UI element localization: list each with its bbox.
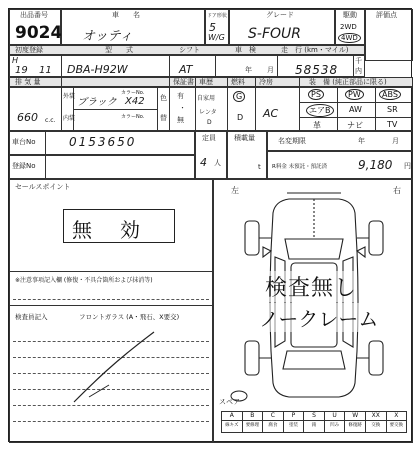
doors-value: 5: [209, 21, 216, 34]
equip-ps: PS: [308, 89, 324, 100]
mileage-label: 走 行 (km・マイル): [281, 46, 349, 54]
exterior-color: ブラック: [77, 97, 117, 108]
lot-number-box: [9, 9, 61, 45]
stamp-no-claim: ノークレーム: [259, 303, 378, 332]
legend-name: 要交換: [386, 421, 407, 432]
ac-label: 冷房: [259, 78, 273, 86]
legend-code: B: [242, 412, 263, 420]
right-side-label: 右: [393, 186, 401, 195]
inspection-label: 車 検: [235, 46, 256, 54]
capacity-unit: 人: [214, 159, 221, 167]
displacement-label: 排 気 量: [15, 78, 41, 86]
equip-navi: ナビ: [347, 121, 363, 130]
windshield-label: フロントガラス (A・飛石、X要交): [79, 313, 180, 321]
drive-box: [335, 9, 365, 45]
history-label: 車歴: [199, 78, 213, 86]
doors-box: [205, 9, 229, 45]
displacement-value: 660: [17, 111, 38, 124]
legend-name: 腐食: [262, 421, 283, 432]
spare-label: スペア: [219, 398, 240, 406]
transfer-label: 名変期限: [278, 137, 306, 145]
warranty-yes: 有: [177, 92, 184, 100]
fuel-diesel: D: [237, 113, 244, 122]
equip-sr: SR: [387, 105, 398, 114]
color-no-label: カラーNo.: [121, 90, 145, 96]
legend-name: 要修理: [242, 421, 263, 432]
unit-thousand: 千: [355, 57, 362, 65]
drive-label: 駆動: [343, 11, 357, 19]
chassis-label: 車台No: [12, 138, 36, 146]
car-name-box: [61, 9, 205, 45]
year-value: 19: [15, 65, 28, 76]
type-label: 型 式: [105, 46, 133, 54]
month-value: 11: [39, 65, 52, 76]
displacement-unit: c.c.: [45, 117, 56, 124]
reg-no-row: [9, 155, 195, 179]
legend-code: W: [344, 412, 365, 420]
left-side-label: 左: [231, 186, 239, 195]
load-label: 積載量: [234, 134, 255, 142]
color-no-label-interior: カラーNo.: [121, 114, 145, 120]
color-label: 色: [160, 94, 167, 102]
fuel-gasoline: G: [233, 91, 245, 102]
car-name-label: 車 名: [112, 11, 140, 19]
legend-code: S: [303, 412, 324, 420]
void-stamp: 無 効: [72, 218, 144, 242]
history-dealer: D: [207, 119, 212, 126]
history-private: 自家用: [197, 95, 216, 102]
reg-no-label: 登録No: [12, 162, 36, 170]
fuel-label: 燃料: [231, 78, 245, 86]
lot-number: 9024: [15, 23, 63, 43]
first-reg-label: 初度登録: [15, 46, 43, 54]
auction-sheet: [8, 8, 412, 442]
warranty-label: 保証書: [173, 78, 194, 86]
unit-inner: 内: [355, 67, 362, 75]
color-no-value: X42: [125, 96, 145, 107]
score-box: [365, 9, 413, 61]
capacity-value: 4: [200, 156, 207, 169]
ac-value: AC: [263, 107, 279, 120]
score-label: 評価点: [376, 11, 397, 19]
load-unit: t: [258, 163, 261, 171]
equip-leather: 革: [313, 121, 321, 130]
chassis-value: 0153650: [69, 135, 137, 149]
legend-code: C: [262, 412, 283, 420]
grade-value: S-FOUR: [248, 26, 301, 42]
tax-unit: 円: [404, 162, 411, 170]
grade-box: [229, 9, 335, 45]
equip-airbag: エアB: [306, 104, 334, 117]
notes-label: ※注意事項記入欄 (修復・不具合箇所および抹消等): [15, 277, 153, 284]
grade-label: グレード: [266, 11, 294, 19]
transfer-month: 月: [392, 137, 399, 145]
legend-code: U: [324, 412, 345, 420]
transfer-box: [267, 131, 413, 151]
equip-tv: TV: [387, 120, 398, 129]
equip-pw: PW: [345, 89, 364, 100]
doors-label: ドア形状: [207, 13, 227, 19]
inspection-month: 月: [267, 66, 274, 74]
history-rental: レンタ: [199, 109, 217, 116]
warranty-dot: ・: [179, 104, 186, 112]
void-stamp-box: [63, 209, 175, 243]
model-code: DBA-H92W: [67, 63, 128, 76]
mileage-value: 58538: [295, 63, 339, 77]
recycle-fee-box: [267, 151, 413, 179]
inspection-year: 年: [245, 66, 252, 74]
tax-label: R料金 未預託・預託済: [272, 164, 328, 170]
shift-value: AT: [179, 63, 193, 76]
exterior-label: 外装: [63, 93, 76, 100]
stamp-no-inspection: 検査無し: [265, 271, 357, 302]
era-value: H: [12, 56, 19, 65]
replace-label: 替: [160, 114, 167, 122]
legend-code: XX: [365, 412, 386, 420]
capacity-label: 定員: [202, 134, 216, 142]
legend-code: X: [386, 412, 407, 420]
body-type: W/G: [208, 33, 225, 42]
handwritten-scribble: [69, 327, 159, 407]
car-name: オッティ: [82, 29, 133, 44]
tax-value: 9,180: [358, 158, 393, 172]
lot-number-label: 出品番号: [20, 11, 48, 19]
legend-name: 錆: [303, 421, 324, 432]
legend-code: A: [229, 412, 234, 419]
legend-name: 修復跡: [344, 421, 365, 432]
load-box: [227, 131, 267, 179]
legend-name: 交換: [365, 421, 386, 432]
warranty-no: 無: [177, 116, 184, 124]
spare-tire-icon: [229, 389, 249, 403]
legend-name: 線キズ: [225, 423, 239, 428]
drive-2wd: 2WD: [340, 23, 357, 31]
transfer-year: 年: [358, 137, 365, 145]
sales-points-label: セールスポイント: [15, 183, 71, 191]
equip-aw: AW: [349, 105, 362, 114]
legend-name: 凹み: [324, 421, 345, 432]
drive-4wd: 4WD: [338, 33, 361, 43]
legend-code: P: [283, 412, 304, 420]
equipment-label: 装 備 (純正部品に限る): [309, 78, 387, 86]
equip-abs: ABS: [379, 89, 401, 100]
inspector-label: 検査員記入: [15, 313, 48, 321]
interior-label: 内装: [63, 115, 76, 122]
capacity-box: [195, 131, 227, 179]
damage-legend: [221, 411, 407, 433]
legend-name: 塗装: [283, 421, 304, 432]
shift-label: シフト: [179, 46, 200, 54]
